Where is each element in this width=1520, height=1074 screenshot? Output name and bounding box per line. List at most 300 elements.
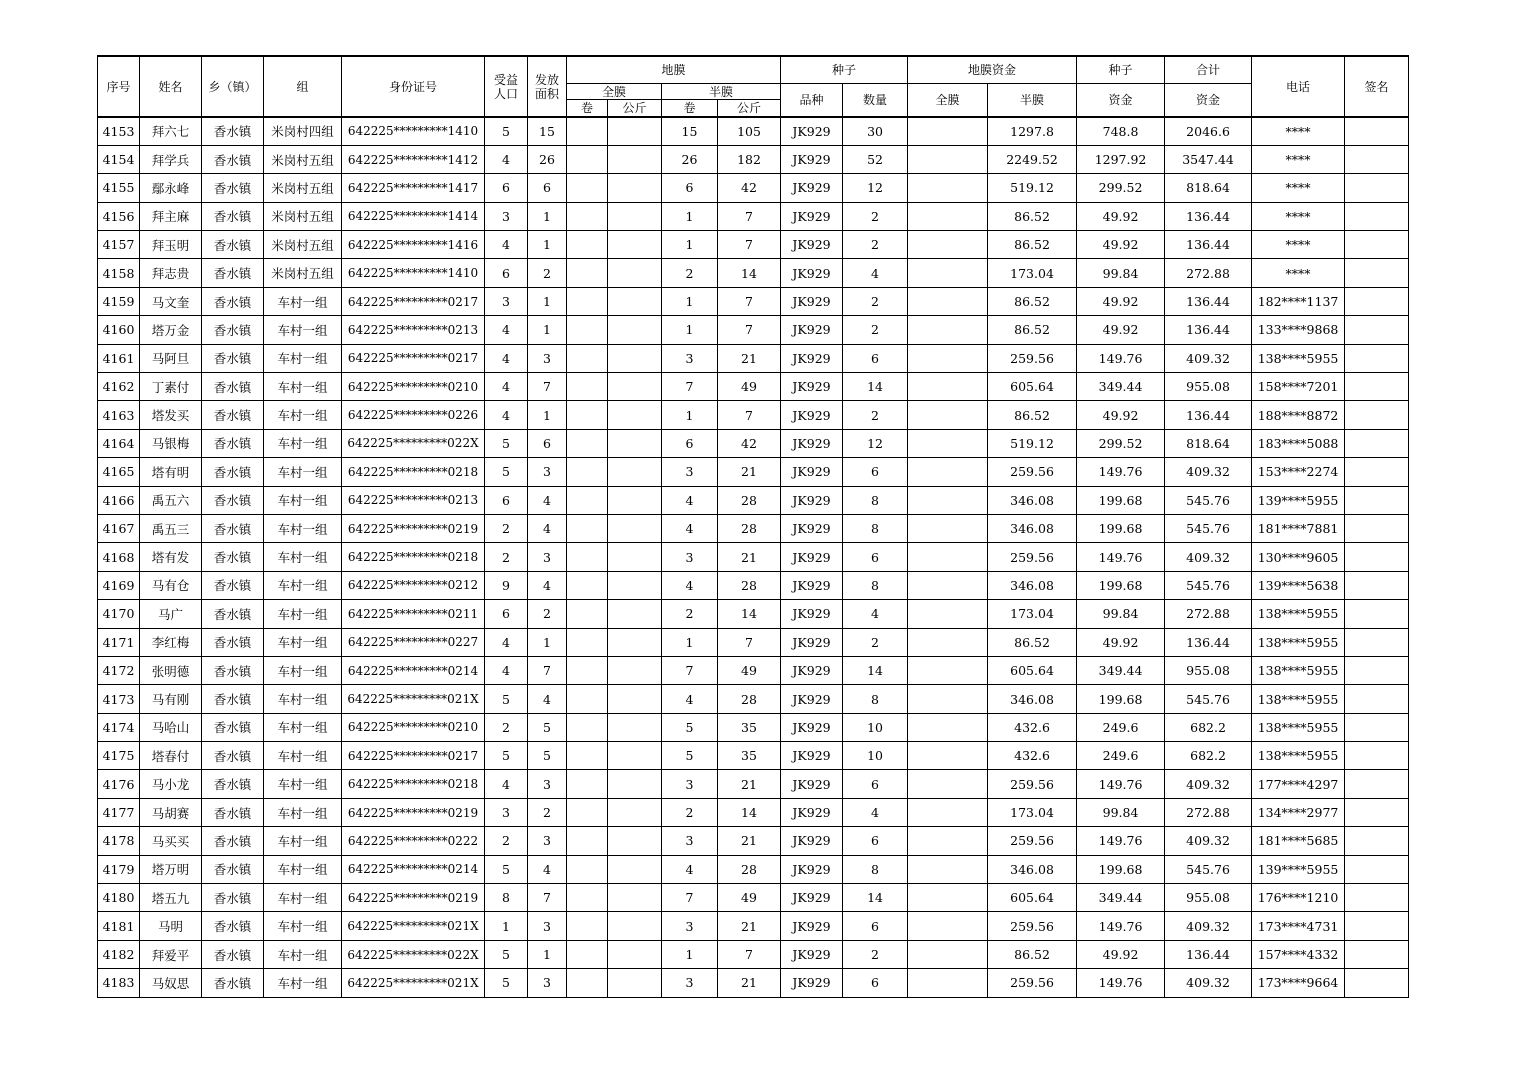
cell-beneficiaries: 5 [485,429,528,457]
cell-area: 7 [528,884,567,912]
cell-total: 545.76 [1165,855,1252,883]
cell-total: 2046.6 [1165,117,1252,145]
cell-half-kg: 7 [718,940,781,968]
cell-total: 272.88 [1165,798,1252,826]
cell-phone: 138****5955 [1252,685,1345,713]
cell-half-roll: 5 [662,742,718,770]
header-full-roll: 卷 [567,100,608,118]
cell-beneficiaries: 4 [485,656,528,684]
cell-seq: 4176 [98,770,140,798]
table-row [98,827,1409,855]
table-row [98,174,1409,202]
cell-id: 642225*********1410 [342,117,485,145]
cell-id: 642225*********0212 [342,571,485,599]
cell-group: 车村一组 [264,713,342,741]
cell-seq: 4170 [98,600,140,628]
cell-variety: JK929 [781,231,843,259]
cell-half-kg: 49 [718,373,781,401]
cell-quantity: 14 [843,373,908,401]
cell-full-kg [608,316,662,344]
cell-variety: JK929 [781,969,843,997]
cell-quantity: 4 [843,798,908,826]
table-row [98,543,1409,571]
cell-phone: 183****5088 [1252,429,1345,457]
cell-id: 642225*********0217 [342,742,485,770]
table-row [98,855,1409,883]
cell-sign [1345,685,1409,713]
header-sign: 签名 [1345,56,1409,117]
cell-total: 682.2 [1165,742,1252,770]
cell-id: 642225*********0219 [342,514,485,542]
cell-town: 香水镇 [202,912,264,940]
header-film-funds: 地膜资金 [908,56,1077,84]
cell-quantity: 6 [843,969,908,997]
cell-fund-half: 86.52 [988,287,1077,315]
table-row [98,656,1409,684]
cell-seq: 4168 [98,543,140,571]
cell-total: 409.32 [1165,770,1252,798]
cell-town: 香水镇 [202,600,264,628]
cell-phone: 153****2274 [1252,458,1345,486]
cell-group: 车村一组 [264,401,342,429]
cell-seq: 4177 [98,798,140,826]
cell-full-roll [567,458,608,486]
cell-phone: 139****5638 [1252,571,1345,599]
cell-town: 香水镇 [202,827,264,855]
header-film-half: 半膜 [662,84,781,100]
cell-phone: 138****5955 [1252,628,1345,656]
cell-town: 香水镇 [202,458,264,486]
cell-total: 409.32 [1165,827,1252,855]
cell-half-kg: 49 [718,884,781,912]
cell-total: 136.44 [1165,940,1252,968]
cell-half-kg: 7 [718,628,781,656]
cell-fund-half: 346.08 [988,685,1077,713]
cell-half-kg: 49 [718,656,781,684]
cell-seed-fund: 149.76 [1077,969,1165,997]
cell-seed-fund: 748.8 [1077,117,1165,145]
cell-group: 车村一组 [264,855,342,883]
cell-fund-half: 346.08 [988,855,1077,883]
cell-full-roll [567,656,608,684]
cell-full-kg [608,145,662,173]
cell-beneficiaries: 3 [485,798,528,826]
cell-fund-full [908,685,988,713]
cell-fund-full [908,174,988,202]
cell-quantity: 2 [843,940,908,968]
cell-seq: 4154 [98,145,140,173]
cell-name: 塔五九 [140,884,202,912]
cell-area: 2 [528,600,567,628]
cell-quantity: 6 [843,770,908,798]
cell-sign [1345,429,1409,457]
cell-total: 409.32 [1165,344,1252,372]
cell-full-kg [608,174,662,202]
cell-name: 马明 [140,912,202,940]
cell-seed-fund: 49.92 [1077,231,1165,259]
cell-beneficiaries: 4 [485,373,528,401]
cell-half-kg: 21 [718,770,781,798]
cell-total: 955.08 [1165,884,1252,912]
cell-group: 车村一组 [264,514,342,542]
table-row [98,202,1409,230]
cell-group: 车村一组 [264,316,342,344]
cell-sign [1345,884,1409,912]
cell-area: 3 [528,770,567,798]
cell-town: 香水镇 [202,117,264,145]
cell-group: 车村一组 [264,969,342,997]
cell-seq: 4174 [98,713,140,741]
cell-fund-half: 259.56 [988,827,1077,855]
table-row [98,259,1409,287]
cell-half-roll: 6 [662,174,718,202]
cell-town: 香水镇 [202,202,264,230]
cell-full-kg [608,827,662,855]
cell-seq: 4175 [98,742,140,770]
cell-id: 642225*********021X [342,912,485,940]
cell-fund-half: 432.6 [988,713,1077,741]
cell-half-kg: 7 [718,202,781,230]
cell-fund-half: 259.56 [988,969,1077,997]
cell-beneficiaries: 2 [485,827,528,855]
cell-area: 1 [528,231,567,259]
cell-beneficiaries: 6 [485,259,528,287]
cell-seq: 4159 [98,287,140,315]
cell-seq: 4156 [98,202,140,230]
cell-area: 1 [528,287,567,315]
cell-full-kg [608,344,662,372]
cell-beneficiaries: 5 [485,458,528,486]
cell-quantity: 52 [843,145,908,173]
cell-group: 车村一组 [264,344,342,372]
cell-name: 马文奎 [140,287,202,315]
cell-name: 马有刚 [140,685,202,713]
cell-fund-full [908,600,988,628]
cell-half-kg: 182 [718,145,781,173]
cell-half-kg: 28 [718,685,781,713]
cell-half-roll: 3 [662,912,718,940]
cell-variety: JK929 [781,798,843,826]
cell-town: 香水镇 [202,174,264,202]
cell-full-roll [567,940,608,968]
cell-full-roll [567,855,608,883]
cell-seq: 4161 [98,344,140,372]
cell-fund-full [908,543,988,571]
cell-full-kg [608,969,662,997]
cell-full-kg [608,202,662,230]
cell-half-kg: 21 [718,827,781,855]
cell-full-roll [567,827,608,855]
cell-variety: JK929 [781,685,843,713]
cell-quantity: 14 [843,884,908,912]
cell-half-roll: 1 [662,231,718,259]
cell-sign [1345,600,1409,628]
cell-half-roll: 1 [662,401,718,429]
cell-area: 3 [528,969,567,997]
header-quantity: 数量 [843,84,908,118]
cell-beneficiaries: 6 [485,174,528,202]
cell-total: 955.08 [1165,373,1252,401]
cell-seed-fund: 49.92 [1077,401,1165,429]
cell-fund-full [908,628,988,656]
cell-beneficiaries: 5 [485,117,528,145]
table-row [98,316,1409,344]
cell-group: 米岗村四组 [264,117,342,145]
cell-town: 香水镇 [202,344,264,372]
cell-quantity: 2 [843,401,908,429]
cell-full-kg [608,429,662,457]
cell-variety: JK929 [781,458,843,486]
cell-id: 642225*********0218 [342,543,485,571]
cell-id: 642225*********0214 [342,855,485,883]
cell-fund-half: 86.52 [988,202,1077,230]
cell-id: 642225*********021X [342,685,485,713]
cell-seed-fund: 249.6 [1077,713,1165,741]
cell-seed-fund: 299.52 [1077,429,1165,457]
table-row [98,344,1409,372]
cell-half-roll: 26 [662,145,718,173]
cell-seq: 4162 [98,373,140,401]
cell-phone: 138****5955 [1252,742,1345,770]
cell-id: 642225*********0218 [342,458,485,486]
cell-group: 车村一组 [264,685,342,713]
cell-seq: 4183 [98,969,140,997]
table-row [98,458,1409,486]
cell-area: 15 [528,117,567,145]
cell-full-roll [567,798,608,826]
cell-total: 272.88 [1165,600,1252,628]
cell-town: 香水镇 [202,770,264,798]
cell-quantity: 8 [843,486,908,514]
cell-total: 818.64 [1165,174,1252,202]
cell-full-roll [567,259,608,287]
cell-id: 642225*********0217 [342,344,485,372]
cell-name: 塔万金 [140,316,202,344]
cell-name: 拜志贵 [140,259,202,287]
cell-id: 642225*********021X [342,969,485,997]
cell-half-roll: 3 [662,543,718,571]
cell-half-roll: 2 [662,600,718,628]
cell-full-roll [567,202,608,230]
cell-quantity: 30 [843,117,908,145]
cell-full-kg [608,543,662,571]
cell-area: 3 [528,458,567,486]
table-row [98,429,1409,457]
cell-half-kg: 28 [718,571,781,599]
cell-fund-full [908,202,988,230]
cell-full-kg [608,912,662,940]
cell-sign [1345,231,1409,259]
cell-quantity: 6 [843,827,908,855]
cell-variety: JK929 [781,543,843,571]
cell-half-kg: 7 [718,401,781,429]
cell-half-kg: 21 [718,969,781,997]
cell-area: 2 [528,259,567,287]
cell-quantity: 8 [843,855,908,883]
cell-fund-full [908,373,988,401]
cell-fund-half: 259.56 [988,770,1077,798]
cell-half-kg: 42 [718,429,781,457]
cell-fund-full [908,429,988,457]
cell-area: 6 [528,174,567,202]
cell-variety: JK929 [781,344,843,372]
cell-town: 香水镇 [202,940,264,968]
cell-quantity: 2 [843,231,908,259]
cell-fund-full [908,287,988,315]
cell-beneficiaries: 5 [485,969,528,997]
cell-fund-half: 86.52 [988,231,1077,259]
cell-group: 车村一组 [264,656,342,684]
cell-sign [1345,117,1409,145]
table-row [98,145,1409,173]
cell-phone: 157****4332 [1252,940,1345,968]
cell-group: 米岗村五组 [264,145,342,173]
distribution-table [97,55,1409,998]
cell-fund-full [908,401,988,429]
cell-area: 4 [528,685,567,713]
cell-fund-half: 346.08 [988,486,1077,514]
cell-half-roll: 3 [662,827,718,855]
cell-seq: 4160 [98,316,140,344]
cell-half-kg: 14 [718,600,781,628]
cell-sign [1345,373,1409,401]
cell-half-roll: 7 [662,373,718,401]
header-town: 乡（镇） [202,56,264,117]
cell-beneficiaries: 6 [485,486,528,514]
cell-town: 香水镇 [202,373,264,401]
cell-half-kg: 35 [718,713,781,741]
cell-sign [1345,145,1409,173]
cell-sign [1345,742,1409,770]
cell-group: 米岗村五组 [264,231,342,259]
cell-fund-full [908,855,988,883]
cell-half-roll: 3 [662,458,718,486]
cell-beneficiaries: 2 [485,543,528,571]
table-row [98,287,1409,315]
cell-beneficiaries: 2 [485,713,528,741]
cell-name: 禹五六 [140,486,202,514]
cell-half-roll: 6 [662,429,718,457]
cell-variety: JK929 [781,202,843,230]
cell-total: 409.32 [1165,969,1252,997]
cell-seed-fund: 149.76 [1077,543,1165,571]
cell-town: 香水镇 [202,259,264,287]
cell-half-kg: 28 [718,855,781,883]
cell-seed-fund: 149.76 [1077,912,1165,940]
cell-quantity: 2 [843,202,908,230]
cell-half-kg: 21 [718,543,781,571]
header-total-funds: 资金 [1165,84,1252,118]
cell-fund-full [908,827,988,855]
cell-total: 409.32 [1165,912,1252,940]
cell-group: 车村一组 [264,770,342,798]
cell-beneficiaries: 3 [485,287,528,315]
table-row [98,628,1409,656]
cell-full-roll [567,600,608,628]
cell-full-roll [567,429,608,457]
cell-fund-half: 86.52 [988,401,1077,429]
cell-sign [1345,316,1409,344]
header-half-kg: 公斤 [718,100,781,118]
cell-town: 香水镇 [202,969,264,997]
cell-full-kg [608,798,662,826]
cell-half-roll: 1 [662,628,718,656]
cell-seed-fund: 199.68 [1077,571,1165,599]
cell-full-roll [567,174,608,202]
cell-beneficiaries: 4 [485,770,528,798]
cell-area: 3 [528,912,567,940]
cell-group: 车村一组 [264,543,342,571]
cell-phone: 139****5955 [1252,486,1345,514]
cell-half-kg: 35 [718,742,781,770]
cell-sign [1345,401,1409,429]
cell-full-roll [567,628,608,656]
cell-beneficiaries: 4 [485,628,528,656]
cell-group: 车村一组 [264,287,342,315]
cell-full-kg [608,117,662,145]
cell-fund-half: 2249.52 [988,145,1077,173]
cell-sign [1345,912,1409,940]
header-full-kg: 公斤 [608,100,662,118]
cell-full-kg [608,713,662,741]
cell-id: 642225*********0217 [342,287,485,315]
cell-town: 香水镇 [202,401,264,429]
cell-area: 1 [528,401,567,429]
cell-full-kg [608,770,662,798]
cell-fund-full [908,940,988,968]
cell-variety: JK929 [781,713,843,741]
cell-variety: JK929 [781,855,843,883]
header-fund-full: 全膜 [908,84,988,118]
cell-full-kg [608,628,662,656]
cell-full-roll [567,486,608,514]
cell-beneficiaries: 4 [485,231,528,259]
cell-quantity: 8 [843,685,908,713]
cell-phone: 177****4297 [1252,770,1345,798]
cell-town: 香水镇 [202,145,264,173]
cell-seed-fund: 199.68 [1077,514,1165,542]
cell-full-roll [567,514,608,542]
header-seed: 种子 [781,56,908,84]
cell-phone: 182****1137 [1252,287,1345,315]
cell-half-roll: 4 [662,685,718,713]
cell-name: 马有仓 [140,571,202,599]
cell-town: 香水镇 [202,571,264,599]
cell-area: 2 [528,798,567,826]
cell-variety: JK929 [781,429,843,457]
cell-seq: 4171 [98,628,140,656]
cell-name: 拜学兵 [140,145,202,173]
cell-full-roll [567,145,608,173]
cell-half-kg: 105 [718,117,781,145]
cell-fund-half: 605.64 [988,373,1077,401]
cell-name: 丁素付 [140,373,202,401]
cell-full-kg [608,231,662,259]
cell-fund-full [908,486,988,514]
cell-seq: 4179 [98,855,140,883]
cell-beneficiaries: 4 [485,145,528,173]
header-film: 地膜 [567,56,781,84]
cell-phone: **** [1252,117,1345,145]
cell-area: 7 [528,373,567,401]
cell-full-roll [567,571,608,599]
cell-quantity: 4 [843,600,908,628]
cell-group: 车村一组 [264,742,342,770]
header-film-full: 全膜 [567,84,662,100]
cell-area: 1 [528,316,567,344]
cell-full-roll [567,287,608,315]
cell-area: 3 [528,344,567,372]
